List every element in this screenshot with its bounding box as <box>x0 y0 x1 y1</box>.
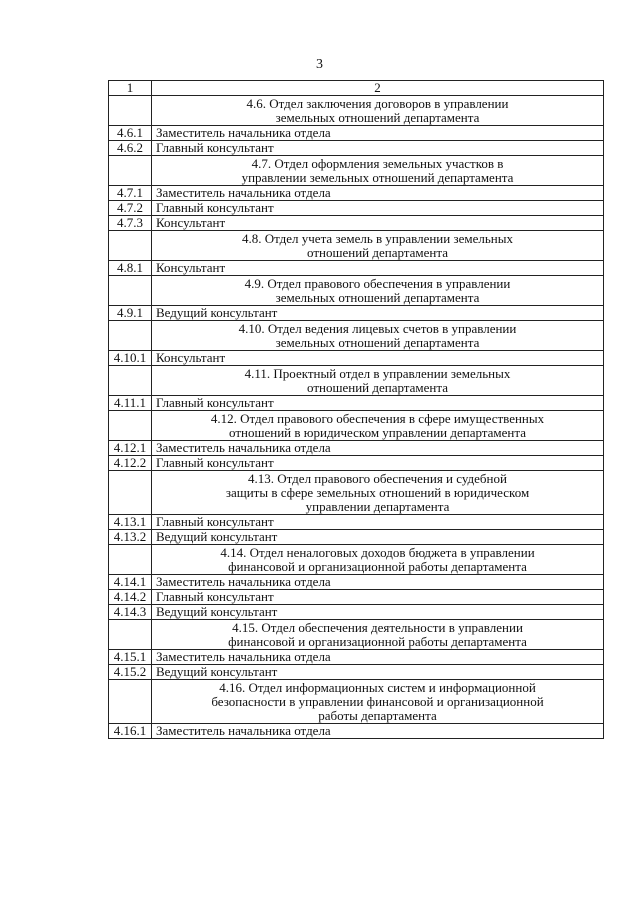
position-row <box>109 515 604 530</box>
position-number: 4.12.2 <box>109 456 152 471</box>
position-number: 4.14.2 <box>109 590 152 605</box>
position-number: 4.15.1 <box>109 650 152 665</box>
header-col-2: 2 <box>152 81 604 96</box>
position-title: Заместитель начальника отдела <box>152 575 604 590</box>
position-row <box>109 186 604 201</box>
position-title: Заместитель начальника отдела <box>152 650 604 665</box>
page-number: 3 <box>316 57 323 72</box>
position-row <box>109 351 604 366</box>
position-number: 4.16.1 <box>109 724 152 739</box>
position-title: Заместитель начальника отдела <box>152 186 604 201</box>
position-number: 4.12.1 <box>109 441 152 456</box>
position-title: Ведущий консультант <box>152 605 604 620</box>
section-row <box>109 680 604 724</box>
section-number-cell <box>109 620 152 650</box>
position-row <box>109 530 604 545</box>
section-title: 4.8. Отдел учета земель в управлении земельных отношений департамента <box>152 231 604 261</box>
position-row <box>109 724 604 739</box>
table-header-row <box>109 81 604 96</box>
section-number-cell <box>109 366 152 396</box>
position-title: Консультант <box>152 351 604 366</box>
position-number: 4.8.1 <box>109 261 152 276</box>
section-number-cell <box>109 231 152 261</box>
section-number-cell <box>109 545 152 575</box>
section-title: 4.14. Отдел неналоговых доходов бюджета в управлении финансовой и организационной работы департамента <box>152 545 604 575</box>
section-number-cell <box>109 96 152 126</box>
position-title: Заместитель начальника отдела <box>152 126 604 141</box>
section-row <box>109 471 604 515</box>
header-col-1: 1 <box>109 81 152 96</box>
section-row <box>109 545 604 575</box>
position-number: 4.7.3 <box>109 216 152 231</box>
position-title: Главный консультант <box>152 456 604 471</box>
section-row <box>109 411 604 441</box>
positions-table <box>108 80 604 739</box>
position-number: 4.6.1 <box>109 126 152 141</box>
section-title: 4.7. Отдел оформления земельных участков в управлении земельных отношений департамента <box>152 156 604 186</box>
section-title: 4.15. Отдел обеспечения деятельности в управлении финансовой и организационной работы департамента <box>152 620 604 650</box>
position-row <box>109 306 604 321</box>
section-row <box>109 231 604 261</box>
position-row <box>109 201 604 216</box>
position-title: Главный консультант <box>152 201 604 216</box>
section-title: 4.12. Отдел правового обеспечения в сфере имущественных отношений в юридическом управлении департамента <box>152 411 604 441</box>
position-title: Ведущий консультант <box>152 306 604 321</box>
section-title: 4.16. Отдел информационных систем и информационной безопасности в управлении финансовой и организационной работы департамента <box>152 680 604 724</box>
position-title: Главный консультант <box>152 396 604 411</box>
position-number: 4.13.2 <box>109 530 152 545</box>
section-row <box>109 96 604 126</box>
position-row <box>109 441 604 456</box>
position-number: 4.14.1 <box>109 575 152 590</box>
section-number-cell <box>109 276 152 306</box>
position-row <box>109 575 604 590</box>
position-title: Главный консультант <box>152 590 604 605</box>
position-number: 4.11.1 <box>109 396 152 411</box>
position-title: Заместитель начальника отдела <box>152 441 604 456</box>
section-row <box>109 321 604 351</box>
section-number-cell <box>109 321 152 351</box>
position-title: Консультант <box>152 216 604 231</box>
section-row <box>109 366 604 396</box>
section-row <box>109 156 604 186</box>
position-number: 4.9.1 <box>109 306 152 321</box>
position-title: Заместитель начальника отдела <box>152 724 604 739</box>
section-number-cell <box>109 471 152 515</box>
position-row <box>109 665 604 680</box>
position-number: 4.15.2 <box>109 665 152 680</box>
position-title: Консультант <box>152 261 604 276</box>
position-row <box>109 396 604 411</box>
section-number-cell <box>109 156 152 186</box>
section-title: 4.11. Проектный отдел в управлении земельных отношений департамента <box>152 366 604 396</box>
position-title: Ведущий консультант <box>152 530 604 545</box>
position-number: 4.6.2 <box>109 141 152 156</box>
position-number: 4.13.1 <box>109 515 152 530</box>
section-title: 4.10. Отдел ведения лицевых счетов в управлении земельных отношений департамента <box>152 321 604 351</box>
section-row <box>109 276 604 306</box>
positions-table-body <box>109 81 604 739</box>
position-number: 4.7.1 <box>109 186 152 201</box>
position-number: 4.7.2 <box>109 201 152 216</box>
section-number-cell <box>109 680 152 724</box>
position-row <box>109 141 604 156</box>
position-title: Ведущий консультант <box>152 665 604 680</box>
position-row <box>109 650 604 665</box>
section-number-cell <box>109 411 152 441</box>
section-title: 4.13. Отдел правового обеспечения и судебной защиты в сфере земельных отношений в юридическом управлении департамента <box>152 471 604 515</box>
position-row <box>109 261 604 276</box>
section-row <box>109 620 604 650</box>
position-number: 4.14.3 <box>109 605 152 620</box>
position-row <box>109 126 604 141</box>
position-row <box>109 216 604 231</box>
position-title: Главный консультант <box>152 515 604 530</box>
position-number: 4.10.1 <box>109 351 152 366</box>
section-title: 4.6. Отдел заключения договоров в управлении земельных отношений департамента <box>152 96 604 126</box>
position-row <box>109 456 604 471</box>
section-title: 4.9. Отдел правового обеспечения в управлении земельных отношений департамента <box>152 276 604 306</box>
position-row <box>109 605 604 620</box>
position-title: Главный консультант <box>152 141 604 156</box>
position-row <box>109 590 604 605</box>
